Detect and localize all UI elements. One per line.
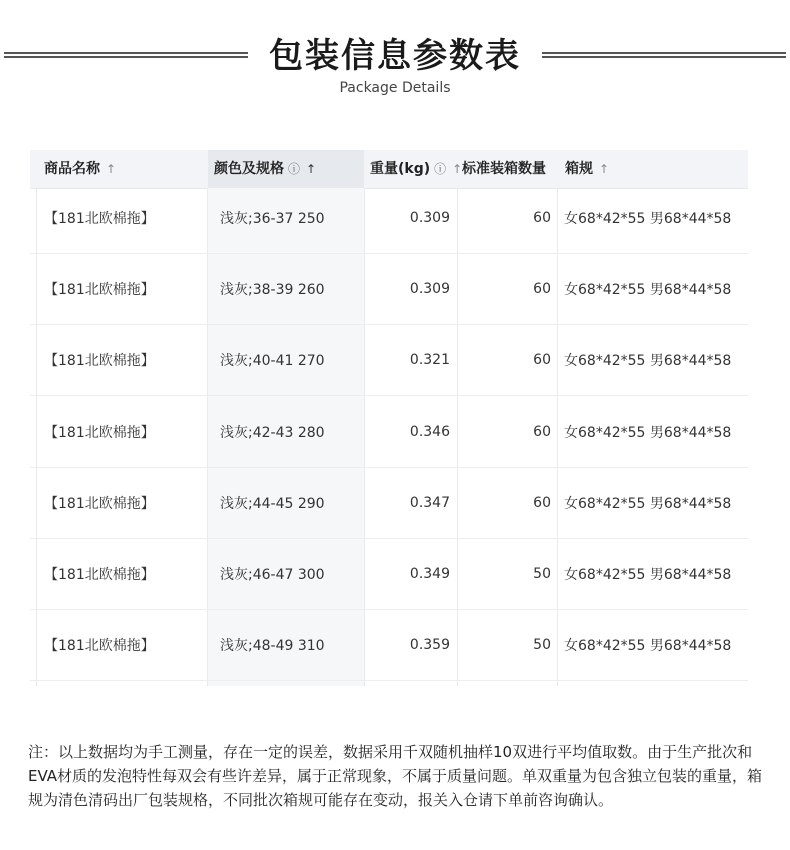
cell-spec: 浅灰;48-49 310 [220,637,325,654]
sort-arrow-icon[interactable]: ↑ [306,162,317,176]
cell-weight: 0.349 [409,565,450,582]
cell-spec: 浅灰;42-43 280 [220,424,325,441]
cell-weight: 0.347 [409,494,450,511]
title-block [0,28,790,108]
column-header-name[interactable]: 商品名称 ↑ [44,161,117,177]
cell-spec: 浅灰;44-45 290 [220,495,325,512]
footnote: 注：以上数据均为手工测量，存在一定的误差，数据采用千双随机抽样10双进行平均值取数。由于生产批次和EVA材质的发泡特性每双会有些许差异，属于正常现象，不属于质量问题。单双重量为包含独立包装的重量，箱规为清色清码出厂包装规格，不同批次箱规可能存在变动，报关入仓请下单前咨询确认。 [28,743,763,809]
cell-box: 女68*42*55 男68*44*58 [564,352,732,369]
table-row[interactable] [30,182,748,254]
cell-box: 女68*42*55 男68*44*58 [564,566,732,583]
table-row[interactable] [30,396,748,468]
sort-arrow-icon[interactable]: ↑ [106,162,117,176]
column-header-box[interactable]: 箱规 ↑ [565,161,610,177]
cell-box: 女68*42*55 男68*44*58 [564,637,732,654]
cell-name: 【181北欧棉拖】 [44,424,155,441]
table-row[interactable] [30,538,748,610]
cell-spec: 浅灰;36-37 250 [220,210,325,227]
cell-name: 【181北欧棉拖】 [44,566,155,583]
sort-arrow-icon[interactable]: ↑ [452,162,463,176]
cell-box: 女68*42*55 男68*44*58 [564,281,732,298]
info-icon[interactable]: ⓘ [288,162,301,176]
page-title: 包装信息参数表 [269,36,521,76]
table-row[interactable] [30,467,748,539]
cell-qty: 60 [533,280,551,297]
cell-qty: 50 [533,636,551,653]
column-header-qty[interactable]: 标准装箱数量 [462,161,546,177]
cell-spec: 浅灰;38-39 260 [220,281,325,298]
table-row[interactable] [30,324,748,396]
cell-weight: 0.321 [409,351,450,368]
cell-name: 【181北欧棉拖】 [44,281,155,298]
cell-qty: 60 [533,209,551,226]
sort-arrow-icon[interactable]: ↑ [599,162,610,176]
cell-spec: 浅灰;40-41 270 [220,352,325,369]
info-icon[interactable]: ⓘ [434,162,447,176]
column-header-spec[interactable]: 颜色及规格 ⓘ ↑ [208,150,364,188]
table-row[interactable] [30,253,748,325]
cell-weight: 0.346 [409,423,450,440]
cell-qty: 50 [533,565,551,582]
cell-name: 【181北欧棉拖】 [44,210,155,227]
page-subtitle: Package Details [339,80,451,96]
cell-qty: 60 [533,494,551,511]
column-header-weight[interactable]: 重量(kg) ⓘ ↑ [370,161,463,177]
cell-weight: 0.309 [409,280,450,297]
cell-weight: 0.359 [409,636,450,653]
cell-name: 【181北欧棉拖】 [44,495,155,512]
cell-box: 女68*42*55 男68*44*58 [564,424,732,441]
cell-name: 【181北欧棉拖】 [44,637,155,654]
cell-spec: 浅灰;46-47 300 [220,566,325,583]
cell-box: 女68*42*55 男68*44*58 [564,210,732,227]
cell-qty: 60 [533,351,551,368]
table-row[interactable] [30,609,748,681]
cell-qty: 60 [533,423,551,440]
cell-box: 女68*42*55 男68*44*58 [564,495,732,512]
cell-weight: 0.309 [409,209,450,226]
cell-name: 【181北欧棉拖】 [44,352,155,369]
